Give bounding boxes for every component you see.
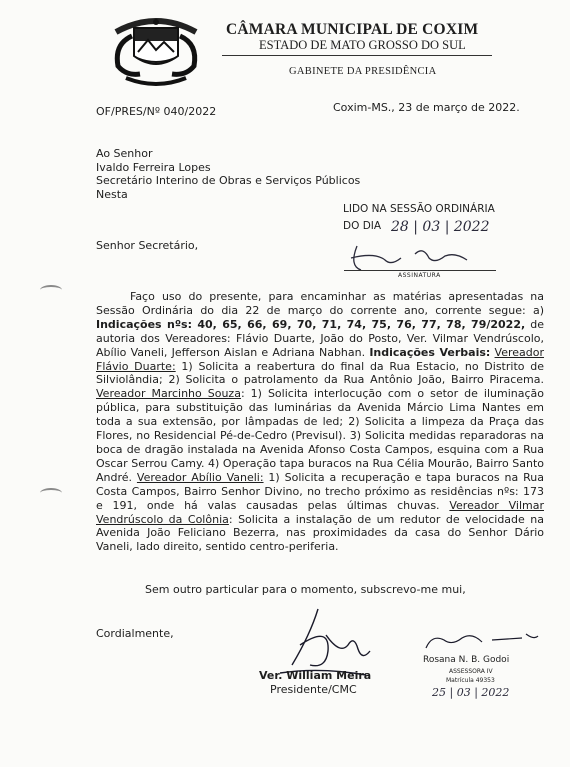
institution-subtitle: ESTADO DE MATO GROSSO DO SUL bbox=[259, 38, 466, 52]
indicacoes-label: Indicações nºs: 40, 65, 66, 69, 70, 71, 74, 75, 76, 77, 78, 79/2022, bbox=[96, 317, 526, 331]
reading-stamp-line1: LIDO NA SESSÃO ORDINÁRIA bbox=[343, 203, 495, 215]
signatory-role: Presidente/CMC bbox=[270, 683, 357, 696]
header-divider bbox=[222, 55, 492, 56]
city-coat-of-arms-logo bbox=[104, 14, 208, 90]
punch-hole-mark bbox=[40, 285, 62, 295]
recipient-block bbox=[96, 147, 360, 201]
recipient-line: Nesta bbox=[96, 187, 128, 201]
institution-title: CÂMARA MUNICIPAL DE COXIM bbox=[226, 21, 479, 38]
receipt-name: Rosana N. B. Godoi bbox=[423, 655, 510, 665]
councilor-name: Vereador Vilmar Vendrúscolo da Colônia bbox=[96, 498, 544, 526]
letter-body bbox=[96, 290, 544, 554]
receipt-signature-scribble bbox=[422, 630, 542, 656]
closing-line: Sem outro particular para o momento, subscrevo-me mui, bbox=[145, 583, 466, 596]
punch-hole-mark bbox=[40, 488, 62, 498]
councilor-name: Vereador Marcinho Souza bbox=[96, 387, 241, 401]
body-paragraph: Faço uso do presente, para encaminhar as matérias apresentadas na Sessão Ordinária do dia 22 de março do corrente ano, corrente segue: a) Indicações nºs: 40, 65, 66, 69, 70, 71, 74, 75, 76, 77, 78, 79/2022, de autoria dos Vereadores: Flávio Duarte, João do Posto, Ver. Vilmar Vendrúscolo, Abílio Vaneli, Jefferson Aislan e Adriana Nabhan. Indicações Verbais: Vereador Flávio Duarte: 1) Solicita a reabertura do final da Rua Estacio, no Distrito de Silviolândia; 2) Solicita o patrolamento da Rua Antônio João, Bairro Piracema. Vereador Marcinho Souza: 1) Solicita interlocução com o setor de iluminação pública, para substituição das luminárias da Avenida Márcio Lima Nantes em toda a sua extensão, por lâmpadas de led; 2) Solicita a limpeza da Praça das Flores, no Residencial Pé-de-Cedro (Previsul). 3) Solicita medidas reparadoras na boca de dragão instalada na Avenida Afonso Costa Campos, esquina com a Rua Oscar Serrou Camy. 4) Operação tapa buracos na Rua Célia Mourão, Bairro Santo André. Vereador Abílio Vaneli: 1) Solicita a recuperação e tapa buracos na Rua Costa Campos, Bairro Senhor Divino, no trecho próximo as residências nºs: 173 e 191, onde há valas causadas pelas últimas chuvas. Vereador Vilmar Vendrúscolo da Colônia: Solicita a instalação de um redutor de velocidade na Avenida João Feliciano Bezerra, nas proximidades da casa do Senhor Dário Vaneli, lado direito, sentido centro-periferia. bbox=[96, 290, 545, 554]
recipient-line: Ao Senhor bbox=[96, 147, 153, 160]
document-reference: OF/PRES/Nº 040/2022 bbox=[96, 105, 217, 118]
councilor-name: Vereador Abílio Vaneli: bbox=[136, 470, 264, 484]
cordial-sign-off: Cordialmente, bbox=[96, 627, 174, 640]
receipt-registration: Matrícula 49353 bbox=[446, 677, 495, 684]
salutation: Senhor Secretário, bbox=[96, 239, 199, 252]
stamp-signature-label: ASSINATURA bbox=[398, 272, 441, 279]
signatory-name: Ver. William Meira bbox=[259, 669, 372, 682]
councilor-name: Vereador Flávio Duarte: bbox=[96, 345, 545, 373]
department-name: GABINETE DA PRESIDÊNCIA bbox=[289, 66, 437, 77]
reading-stamp-date: 28 | 03 | 2022 bbox=[391, 219, 490, 235]
recipient-line: Secretário Interino de Obras e Serviços Públicos bbox=[96, 174, 361, 187]
document-date: Coxim-MS., 23 de março de 2022. bbox=[333, 101, 520, 114]
receipt-date: 25 | 03 | 2022 bbox=[432, 686, 510, 699]
verbal-indications-label: Indicações Verbais: bbox=[369, 345, 491, 359]
receipt-role: ASSESSORA IV bbox=[449, 668, 493, 675]
stamp-signature-line bbox=[344, 270, 496, 271]
recipient-line: Ivaldo Ferreira Lopes bbox=[96, 160, 211, 174]
reading-stamp-line2: DO DIA bbox=[343, 220, 382, 232]
